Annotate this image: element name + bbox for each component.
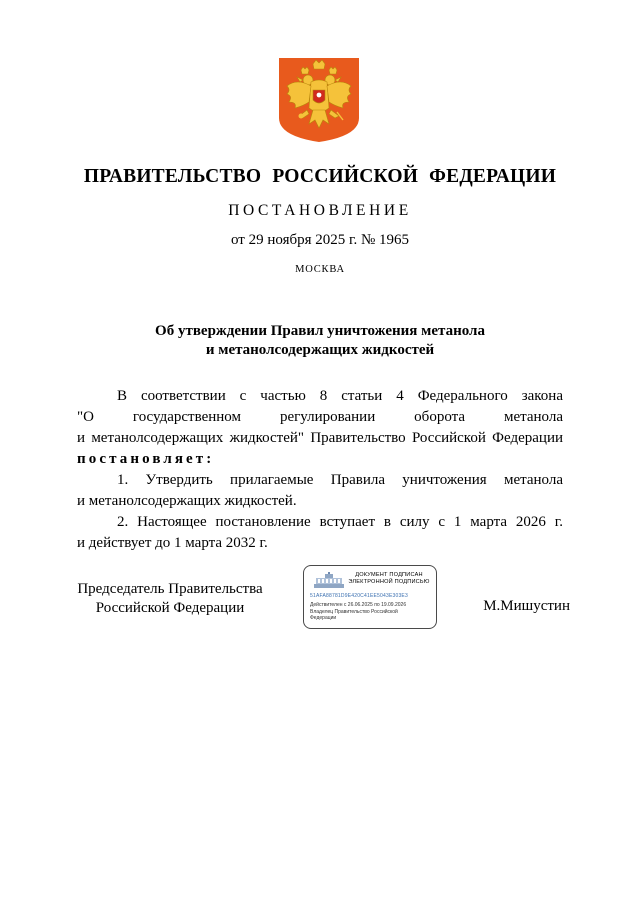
certificate-validity: Действителен с 26.06.2025 по 19.09.2026	[310, 602, 407, 608]
double-headed-eagle-icon	[277, 56, 361, 144]
position-line-2: Российской Федерации	[95, 600, 245, 616]
subject-line-1: Об утверждении Правил уничтожения метанола	[155, 323, 485, 339]
document-subject	[0, 322, 640, 360]
signatory-name: М.Мишустин	[483, 598, 570, 614]
coat-of-arms-emblem	[277, 56, 361, 144]
item-1-line-1: 1. Утвердить прилагаемые Правила уничтожения метанола	[117, 472, 563, 488]
preamble-line-3: и метанолсодержащих жидкостей" Правительство Российской Федерации	[77, 430, 563, 446]
government-building-icon	[314, 572, 344, 588]
electronic-signature-stamp	[303, 565, 437, 629]
preamble-line-2: "О государственном регулировании оборота метанола	[77, 409, 563, 425]
stamp-title	[344, 572, 434, 586]
document-body	[77, 386, 563, 554]
document-type: ПОСТАНОВЛЕНИЕ	[228, 202, 412, 219]
resolves-word: постановляет:	[77, 451, 215, 467]
item-2-line-1: 2. Настоящее постановление вступает в силу с 1 марта 2026 г.	[117, 514, 563, 530]
city: МОСКВА	[295, 264, 345, 275]
government-title: ПРАВИТЕЛЬСТВО РОССИЙСКОЙ ФЕДЕРАЦИИ	[83, 166, 557, 187]
item-2-line-2: и действует до 1 марта 2032 г.	[77, 535, 268, 551]
item-1-line-2: и метанолсодержащих жидкостей.	[77, 493, 297, 509]
position-line-1: Председатель Правительства	[77, 581, 263, 597]
signatory-position	[70, 580, 270, 618]
stamp-title-line-2: ЭЛЕКТРОННОЙ ПОДПИСЬЮ	[348, 579, 430, 585]
subject-line-2: и метанолсодержащих жидкостей	[205, 342, 435, 358]
certificate-owner-line-1: Владелец Правительство Российской	[310, 609, 398, 615]
stamp-title-line-1: ДОКУМЕНТ ПОДПИСАН	[355, 572, 423, 578]
preamble-line-1: В соответствии с частью 8 статьи 4 Федерального закона	[117, 388, 563, 404]
document-date-number: от 29 ноября 2025 г. № 1965	[230, 232, 410, 248]
certificate-owner-line-2: Федерации	[310, 615, 337, 621]
certificate-number: 51AFA88781D9E420C41EE5043E303E3	[310, 593, 408, 599]
